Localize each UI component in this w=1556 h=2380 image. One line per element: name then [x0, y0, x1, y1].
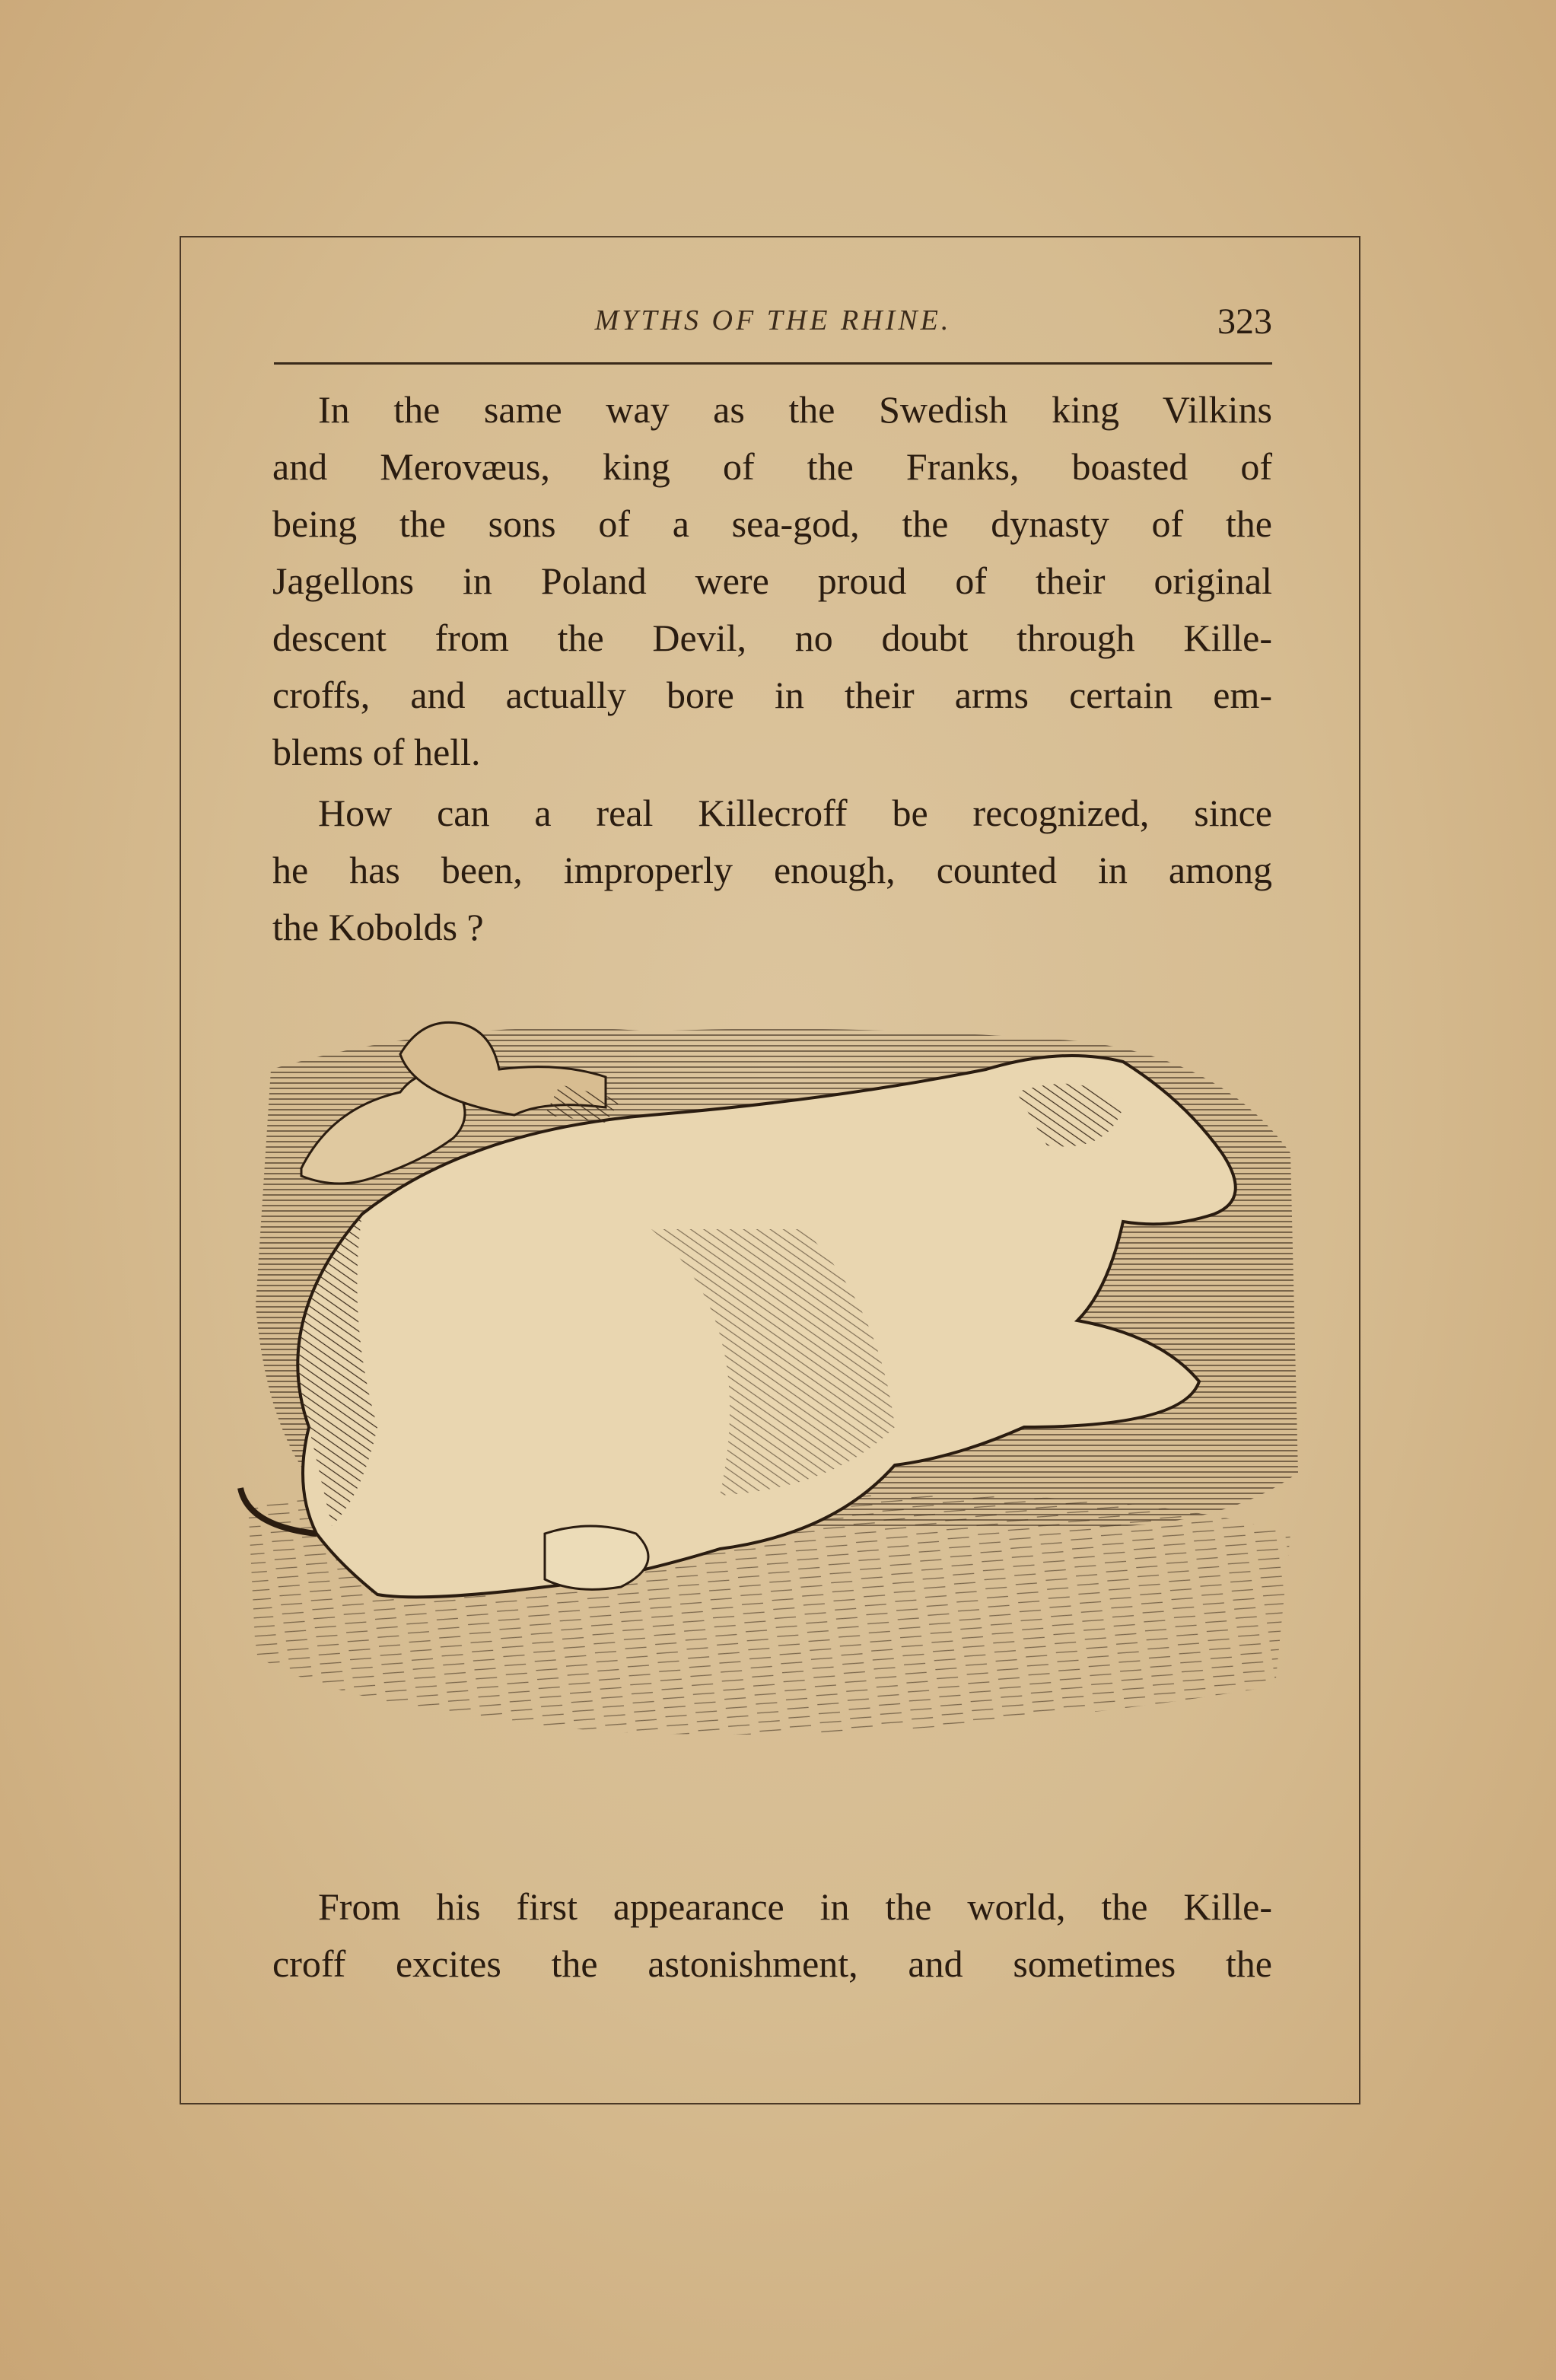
engraving-illustration — [225, 1001, 1306, 1823]
text-line: Jagellons in Poland were proud of their original — [272, 559, 1272, 602]
text-line: being the sons of a sea-god, the dynasty of the — [272, 502, 1272, 545]
text-line: descent from the Devil, no doubt through Kille- — [272, 617, 1272, 659]
text-line: and Merovæus, king of the Franks, boasted of — [272, 445, 1272, 488]
header-rule — [274, 362, 1272, 365]
text-line: he has been, improperly enough, counted in among — [272, 849, 1272, 891]
text-line: the Kobolds ? — [272, 906, 484, 948]
text-line: blems of hell. — [272, 731, 481, 773]
page-number: 323 — [1217, 301, 1272, 342]
text-line: In the same way as the Swedish king Vilkins — [318, 388, 1272, 431]
page-header — [274, 301, 1272, 346]
text-line: croff excites the astonishment, and sometimes the — [272, 1942, 1272, 1985]
text-line: From his first appearance in the world, the Kille- — [318, 1885, 1272, 1928]
running-title: MYTHS OF THE RHINE. — [594, 304, 952, 336]
text-line: croffs, and actually bore in their arms certain em- — [272, 674, 1272, 716]
text-line: How can a real Killecroff be recognized, since — [318, 792, 1272, 834]
